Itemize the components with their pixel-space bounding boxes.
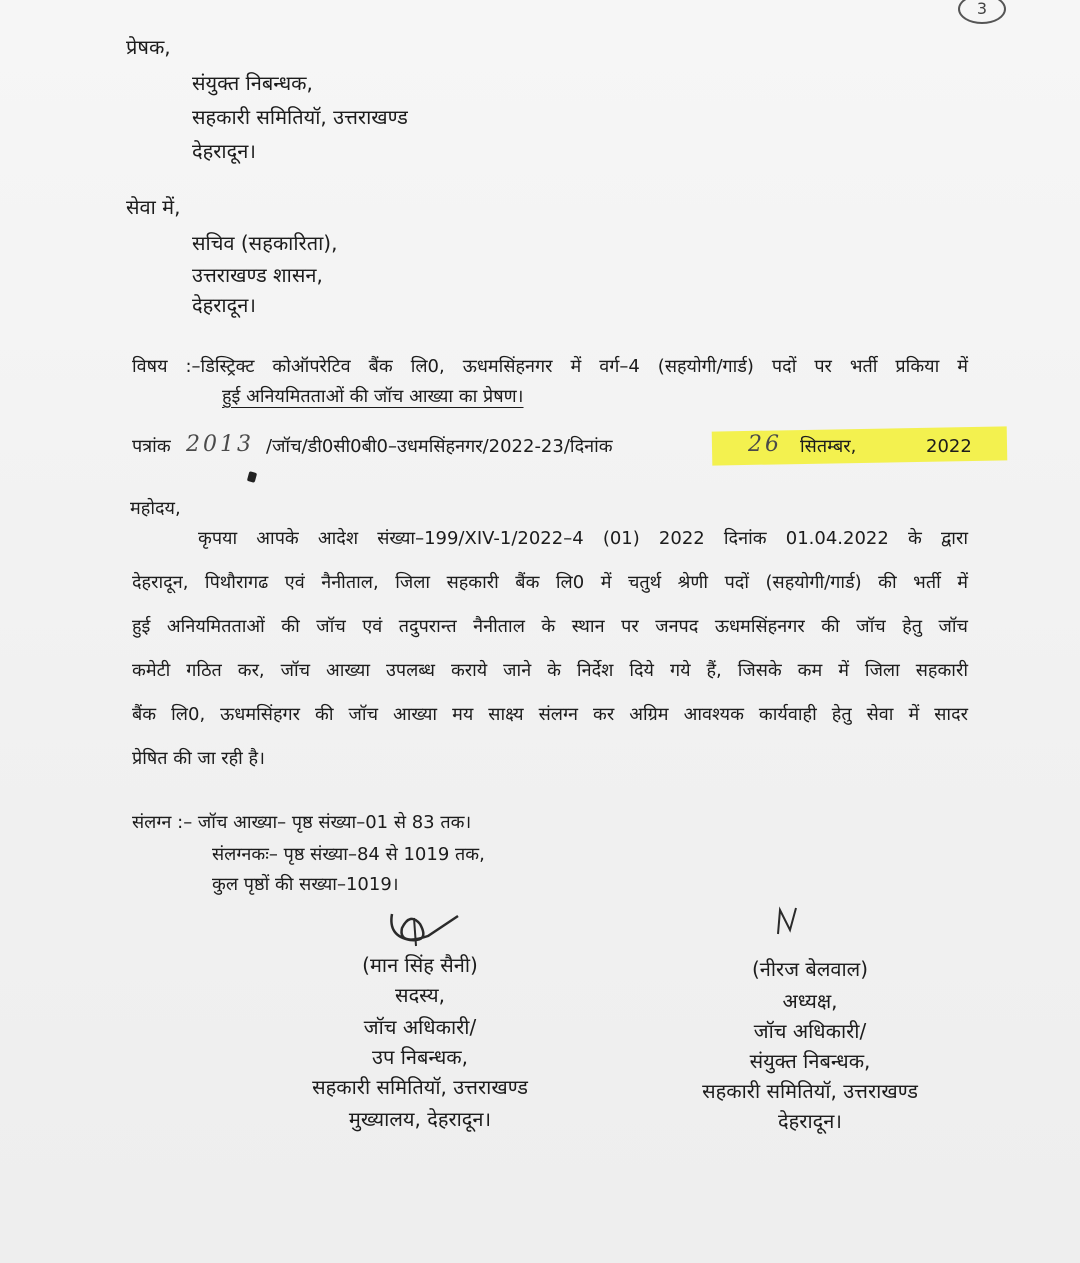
left-signatory-name: (मान सिंह सैनी) — [362, 953, 478, 977]
reference-handwritten-day: 26 — [748, 432, 782, 457]
ink-mark — [247, 471, 257, 483]
reference-handwritten-number: 2013 — [186, 432, 254, 457]
enclosure-line-1: संलग्न :– जॉच आख्या– पृष्ठ संख्या–01 से 83 तक। — [132, 812, 472, 833]
enclosure-line-2: संलग्नकः– पृष्ठ संख्या–84 से 1019 तक, — [212, 844, 485, 865]
sender-line-3: देहरादून। — [192, 139, 256, 163]
enclosure-line-3: कुल पृष्ठों की सख्या–1019। — [212, 874, 399, 895]
recipient-line-2: उत्तराखण्ड शासन, — [192, 263, 323, 287]
salutation: महोदय, — [130, 498, 181, 519]
sender-label: प्रेषक, — [126, 35, 171, 59]
body-line-1: कृपया आपके आदेश संख्या–199/XIV-1/2022–4 (01) 2022 दिनांक 01.04.2022 के द्वारा — [198, 528, 968, 549]
left-signatory-line-5: मुख्यालय, देहरादून। — [348, 1107, 492, 1131]
reference-text: /जॉच/डी0सी0बी0–उधमसिंहनगर/2022-23/दिनांक — [266, 436, 613, 457]
reference-month: सितम्बर, — [800, 436, 857, 457]
left-signatory-line-1: सदस्य, — [395, 983, 445, 1007]
recipient-label: सेवा में, — [126, 195, 181, 219]
recipient-line-1: सचिव (सहकारिता), — [192, 231, 338, 255]
right-signatory-line-4: सहकारी समितियॉ, उत्तराखण्ड — [702, 1079, 918, 1103]
body-line-6: प्रेषित की जा रही है। — [132, 748, 265, 769]
body-line-3: हुई अनियमितताओं की जॉच एवं तदुपरान्त नैनीताल के स्थान पर जनपद ऊधमसिंहनगर की जॉच हेतु जॉच — [132, 616, 968, 637]
subject-line-1: विषय :–डिस्ट्रिक्ट कोऑपरेटिव बैंक लि0, ऊधमसिंहनगर में वर्ग–4 (सहयोगी/गार्ड) पदों पर भर्ती प्रकिया में — [132, 356, 968, 377]
body-line-5: बैंक लि0, ऊधमसिंहगर की जॉच आख्या मय साक्ष्य संलग्न कर अग्रिम आवश्यक कार्यवाही हेतु सेवा में सादर — [132, 704, 968, 725]
subject-line-2: हुई अनियमितताओं की जॉच आख्या का प्रेषण। — [222, 386, 524, 407]
right-signatory-line-2: जॉच अधिकारी/ — [753, 1019, 867, 1043]
reference-year: 2022 — [926, 436, 972, 457]
scan-edge-line — [0, 0, 18, 22]
left-signatory-line-4: सहकारी समितियॉ, उत्तराखण्ड — [312, 1075, 528, 1099]
page-number-circle: 3 — [958, 0, 1006, 24]
right-signatory-name: (नीरज बेलवाल) — [751, 957, 869, 981]
left-signatory-line-3: उप निबन्धक, — [372, 1045, 468, 1069]
right-signatory-line-3: संयुक्त निबन्धक, — [749, 1049, 871, 1073]
body-line-2: देहरादून, पिथौरागढ एवं नैनीताल, जिला सहकारी बैंक लि0 में चतुर्थ श्रेणी पदों (सहयोगी/गार्ड) की भर्ती में — [132, 572, 968, 593]
right-signatory-line-5: देहरादून। — [778, 1109, 842, 1133]
sender-line-2: सहकारी समितियॉ, उत्तराखण्ड — [192, 105, 408, 129]
left-signatory-line-2: जॉच अधिकारी/ — [363, 1015, 477, 1039]
left-signature-mark — [380, 906, 470, 956]
reference-prefix: पत्रांक — [132, 436, 171, 457]
recipient-line-3: देहरादून। — [192, 293, 256, 317]
sender-line-1: संयुक्त निबन्धक, — [192, 71, 313, 95]
right-signature-mark — [770, 904, 810, 944]
body-line-4: कमेटी गठित कर, जॉच आख्या उपलब्ध कराये जाने के निर्देश दिये गये हैं, जिसके कम में जिला सहकारी — [132, 660, 968, 681]
right-signatory-line-1: अध्यक्ष, — [782, 989, 838, 1013]
